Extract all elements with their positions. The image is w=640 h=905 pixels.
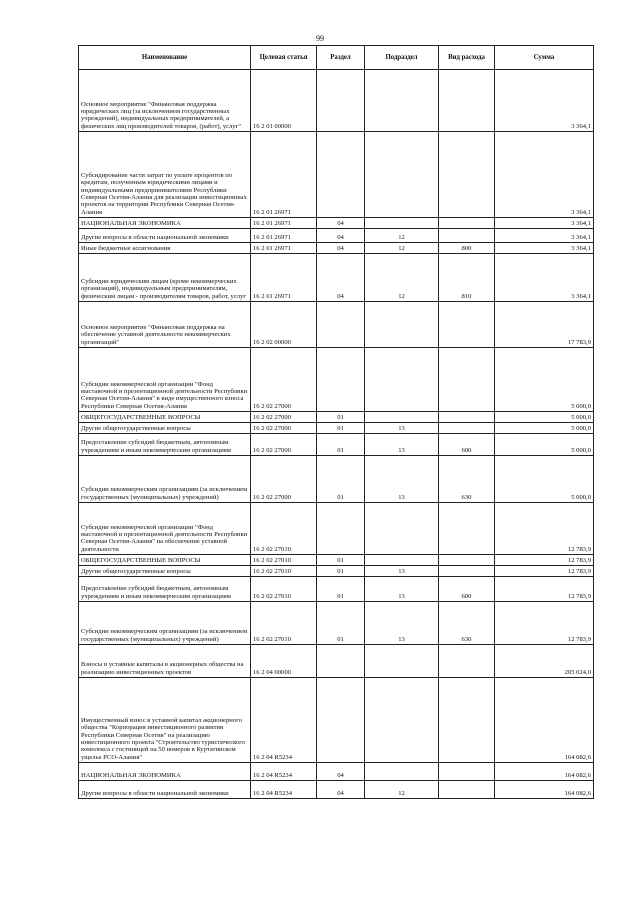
cell-target: 16 2 02 27000: [251, 423, 317, 434]
cell-section: 01: [317, 412, 365, 423]
cell-subsection: [365, 302, 439, 348]
table-body: [79, 70, 594, 799]
cell-sum: 12 783,9: [495, 503, 594, 555]
row-name-text: Основное мероприятие "Финансовая поддержка на обеспечение уставной деятельности некоммерческих организаций": [81, 323, 231, 346]
cell-sum: 5 000,0: [495, 456, 594, 503]
cell-exptype: [439, 132, 495, 218]
cell-subsection: [365, 348, 439, 412]
table-row: [79, 456, 594, 503]
column-header-section: Раздел: [317, 46, 365, 70]
cell-name: [79, 456, 251, 503]
cell-subsection: [365, 763, 439, 781]
cell-section: 01: [317, 555, 365, 566]
row-name-text: Другие вопросы в области национальной экономики: [81, 233, 229, 241]
cell-exptype: 800: [439, 243, 495, 254]
cell-sum: 12 783,9: [495, 602, 594, 645]
cell-exptype: [439, 555, 495, 566]
cell-section: [317, 503, 365, 555]
cell-target: 16 2 02 27010: [251, 602, 317, 645]
cell-exptype: [439, 229, 495, 243]
cell-section: [317, 302, 365, 348]
table-row: [79, 763, 594, 781]
cell-name: [79, 243, 251, 254]
page-number: 99: [316, 34, 324, 43]
cell-target: 16 2 02 27010: [251, 555, 317, 566]
table-row: [79, 577, 594, 602]
cell-target: 16 2 01 00000: [251, 70, 317, 132]
cell-name: [79, 577, 251, 602]
row-name-text: Основное мероприятие "Финансовая поддержка юридических лиц (за исключением государственных учреждений), индивидуальных предпринимателей, а физических лиц производителей товаров, (работ), услуг": [81, 100, 242, 130]
cell-section: 04: [317, 763, 365, 781]
cell-section: [317, 678, 365, 763]
cell-name: [79, 503, 251, 555]
table-row: [79, 503, 594, 555]
cell-exptype: [439, 781, 495, 799]
row-name-text: НАЦИОНАЛЬНАЯ ЭКОНОМИКА: [81, 771, 181, 779]
cell-section: 01: [317, 602, 365, 645]
cell-sum: 17 783,9: [495, 302, 594, 348]
cell-subsection: [365, 555, 439, 566]
cell-section: [317, 70, 365, 132]
table-row: [79, 254, 594, 302]
cell-exptype: [439, 412, 495, 423]
cell-sum: 205 024,0: [495, 645, 594, 678]
cell-subsection: [365, 412, 439, 423]
cell-exptype: 630: [439, 456, 495, 503]
cell-target: 16 2 04 R5234: [251, 763, 317, 781]
cell-sum: 164 082,6: [495, 781, 594, 799]
cell-target: 16 2 04 R5234: [251, 781, 317, 799]
cell-target: 16 2 01 26971: [251, 132, 317, 218]
cell-subsection: 12: [365, 243, 439, 254]
cell-section: 04: [317, 254, 365, 302]
cell-subsection: [365, 218, 439, 229]
cell-subsection: [365, 503, 439, 555]
cell-subsection: [365, 678, 439, 763]
cell-sum: 12 783,9: [495, 577, 594, 602]
cell-sum: 3 364,1: [495, 132, 594, 218]
cell-section: 01: [317, 566, 365, 577]
table-row: [79, 555, 594, 566]
table-row: [79, 243, 594, 254]
row-name-text: Субсидии некоммерческой организации "Фонд выставочной и презентационной деятельности Республики Северная Осетия-Алания" на обеспечение уставной деятельности: [81, 523, 248, 553]
cell-subsection: [365, 645, 439, 678]
row-name-text: Субсидирование части затрат по уплате процентов по кредитам, полученным юридическими лицами и индивидуальными предпринимателями Республики Северная Осетия-Алания для реализации инвестиционных проектов на территории Республики Северная Осетия-Алания: [81, 171, 247, 216]
cell-subsection: 12: [365, 229, 439, 243]
cell-target: 16 2 02 27000: [251, 434, 317, 456]
cell-target: 16 2 01 26971: [251, 254, 317, 302]
cell-sum: 3 364,1: [495, 70, 594, 132]
cell-exptype: [439, 218, 495, 229]
cell-section: [317, 645, 365, 678]
cell-subsection: 12: [365, 781, 439, 799]
row-name-text: Предоставление субсидий бюджетным, автономным учреждениям и иным некоммерческим организациям: [81, 439, 231, 454]
table-row: [79, 781, 594, 799]
cell-exptype: [439, 503, 495, 555]
cell-name: [79, 434, 251, 456]
cell-name: [79, 423, 251, 434]
cell-section: 01: [317, 456, 365, 503]
cell-sum: 3 364,1: [495, 254, 594, 302]
cell-target: 16 2 01 26971: [251, 218, 317, 229]
cell-name: [79, 555, 251, 566]
cell-exptype: [439, 566, 495, 577]
cell-target: 16 2 01 26971: [251, 243, 317, 254]
row-name-text: Субсидии юридическим лицам (кроме некоммерческих организаций), индивидуальным предпринимателям, физическим лицам - производителям товаров, работ, услуг: [81, 277, 247, 300]
budget-table: [78, 45, 594, 799]
cell-exptype: [439, 423, 495, 434]
cell-subsection: 13: [365, 434, 439, 456]
cell-target: 16 2 04 00000: [251, 645, 317, 678]
cell-subsection: 13: [365, 423, 439, 434]
cell-subsection: [365, 132, 439, 218]
cell-target: 16 2 02 27010: [251, 503, 317, 555]
column-header-name: Наименование: [79, 46, 251, 70]
table-row: [79, 412, 594, 423]
row-name-text: Другие общегосударственные вопросы: [81, 424, 191, 432]
table-row: [79, 348, 594, 412]
cell-target: 16 2 02 27010: [251, 577, 317, 602]
cell-subsection: 12: [365, 254, 439, 302]
cell-section: 04: [317, 781, 365, 799]
cell-subsection: 13: [365, 577, 439, 602]
cell-exptype: [439, 763, 495, 781]
column-header-target: Целевая статья: [251, 46, 317, 70]
column-header-exptype: Вид расхода: [439, 46, 495, 70]
cell-name: [79, 412, 251, 423]
cell-subsection: 13: [365, 602, 439, 645]
cell-exptype: 600: [439, 577, 495, 602]
table-row: [79, 423, 594, 434]
cell-sum: 164 082,6: [495, 763, 594, 781]
cell-sum: 12 783,9: [495, 566, 594, 577]
cell-subsection: 13: [365, 566, 439, 577]
row-name-text: Имущественный взнос в уставной капитал акционерного общества "Корпорация инвестиционного развития Республики Северная Осетия" на реализацию инвестиционного проекта "Строительство туристического комплекса с гостиницей на 50 номеров в Куртатинском ущелье РСО-Алания": [81, 716, 246, 761]
cell-exptype: 600: [439, 434, 495, 456]
table-header-row: [79, 46, 594, 70]
table-row: [79, 566, 594, 577]
row-name-text: Взносы в уставные капиталы в акционерных общества на реализацию инвестиционных проектов: [81, 661, 244, 676]
cell-sum: 5 000,0: [495, 348, 594, 412]
cell-section: 01: [317, 423, 365, 434]
cell-target: 16 2 02 00000: [251, 302, 317, 348]
row-name-text: Иные бюджетные ассигнования: [81, 244, 171, 252]
cell-sum: 5 000,0: [495, 423, 594, 434]
cell-section: 04: [317, 243, 365, 254]
cell-name: [79, 763, 251, 781]
row-name-text: Субсидии некоммерческим организациям (за исключением государственных (муниципальных) учреждений): [81, 628, 248, 643]
row-name-text: ОБЩЕГОСУДАРСТВЕННЫЕ ВОПРОСЫ: [81, 556, 201, 564]
row-name-text: Другие вопросы в области национальной экономики: [81, 789, 229, 797]
cell-section: 04: [317, 218, 365, 229]
cell-subsection: 13: [365, 456, 439, 503]
cell-exptype: [439, 348, 495, 412]
cell-name: [79, 645, 251, 678]
cell-name: [79, 781, 251, 799]
cell-section: [317, 348, 365, 412]
row-name-text: ОБЩЕГОСУДАРСТВЕННЫЕ ВОПРОСЫ: [81, 413, 201, 421]
row-name-text: НАЦИОНАЛЬНАЯ ЭКОНОМИКА: [81, 219, 181, 227]
column-header-sum: Сумма: [495, 46, 594, 70]
table-row: [79, 70, 594, 132]
cell-sum: 12 783,9: [495, 555, 594, 566]
cell-sum: 3 364,1: [495, 243, 594, 254]
cell-sum: 164 082,6: [495, 678, 594, 763]
table-row: [79, 302, 594, 348]
cell-name: [79, 678, 251, 763]
cell-section: 01: [317, 577, 365, 602]
cell-name: [79, 132, 251, 218]
row-name-text: Субсидии некоммерческим организациям (за исключением государственных (муниципальных) учреждений): [81, 486, 248, 501]
cell-name: [79, 348, 251, 412]
cell-name: [79, 70, 251, 132]
cell-exptype: [439, 645, 495, 678]
cell-target: 16 2 02 27000: [251, 456, 317, 503]
cell-subsection: [365, 70, 439, 132]
cell-exptype: [439, 70, 495, 132]
row-name-text: Субсидии некоммерческой организации "Фонд выставочной и презентационной деятельности Республики Северная Осетия-Алания" в виде имущественного взноса Республики Северная Осетия-Алания: [81, 380, 248, 410]
table-row: [79, 678, 594, 763]
cell-sum: 5 000,0: [495, 434, 594, 456]
cell-name: [79, 254, 251, 302]
cell-target: 16 2 02 27010: [251, 566, 317, 577]
row-name-text: Предоставление субсидий бюджетным, автономным учреждениям и иным некоммерческим организациям: [81, 585, 231, 600]
cell-target: 16 2 01 26971: [251, 229, 317, 243]
cell-sum: 3 364,1: [495, 229, 594, 243]
cell-name: [79, 218, 251, 229]
cell-sum: 3 364,1: [495, 218, 594, 229]
cell-section: 01: [317, 434, 365, 456]
cell-target: 16 2 02 27000: [251, 348, 317, 412]
cell-exptype: 810: [439, 254, 495, 302]
row-name-text: Другие общегосударственные вопросы: [81, 567, 191, 575]
table-row: [79, 645, 594, 678]
cell-name: [79, 302, 251, 348]
cell-section: [317, 132, 365, 218]
table-row: [79, 434, 594, 456]
cell-target: 16 2 04 R5234: [251, 678, 317, 763]
cell-exptype: 630: [439, 602, 495, 645]
cell-target: 16 2 02 27000: [251, 412, 317, 423]
cell-sum: 5 000,0: [495, 412, 594, 423]
table-row: [79, 229, 594, 243]
cell-exptype: [439, 302, 495, 348]
cell-exptype: [439, 678, 495, 763]
column-header-subsection: Подраздел: [365, 46, 439, 70]
table-row: [79, 602, 594, 645]
cell-name: [79, 229, 251, 243]
cell-section: 04: [317, 229, 365, 243]
table-row: [79, 132, 594, 218]
cell-name: [79, 566, 251, 577]
table-row: [79, 218, 594, 229]
cell-name: [79, 602, 251, 645]
